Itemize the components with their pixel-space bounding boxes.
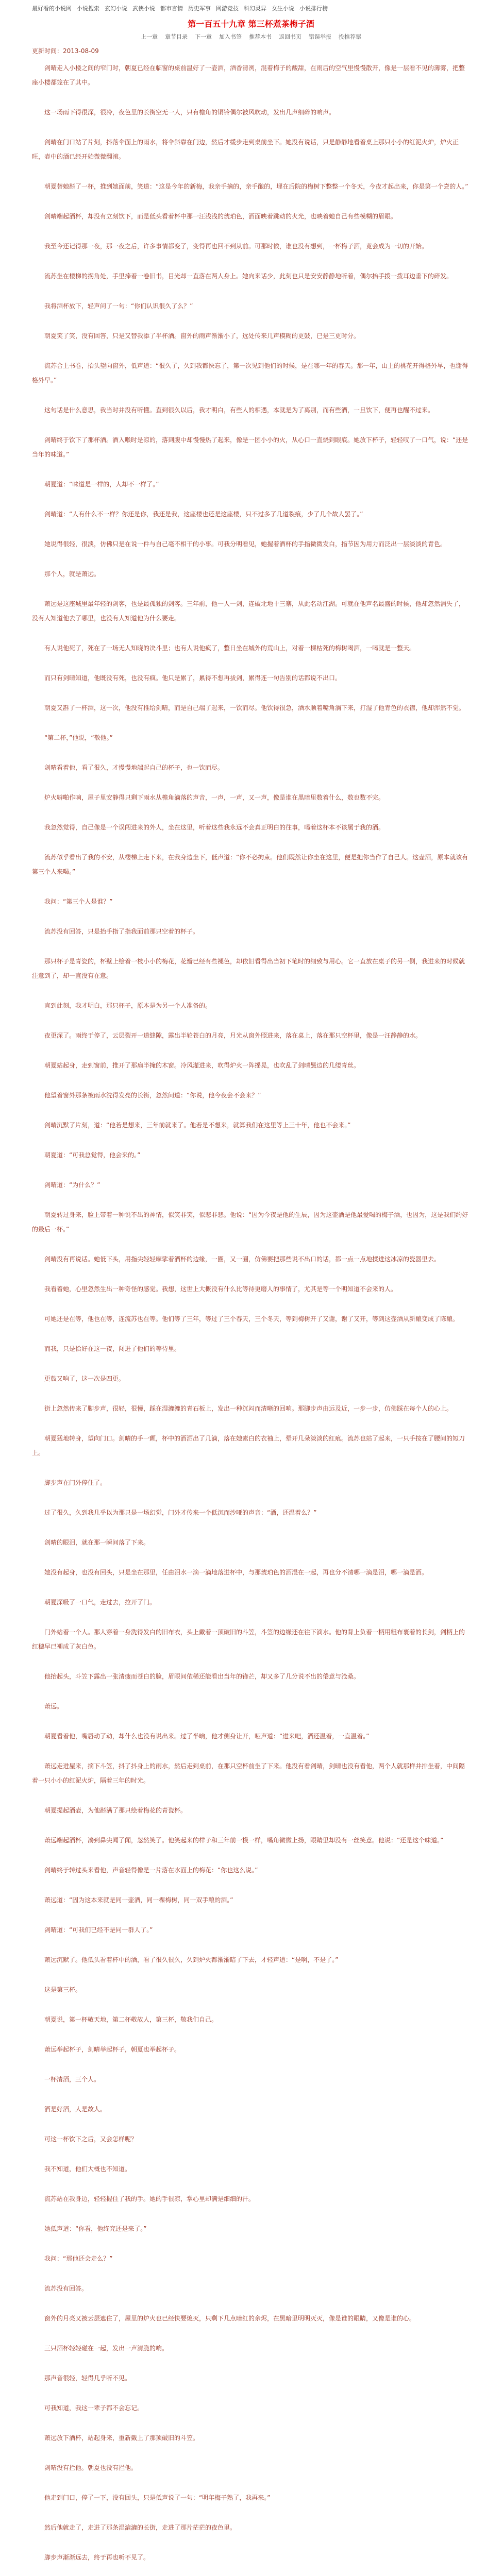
paragraph: 剑晴没有拦他。朝夏也没有拦他。 <box>44 2464 138 2471</box>
paragraph: 那只杯子是青瓷的，杯壁上绘着一枝小小的梅花，花瓣已经有些褪色，却依旧看得出当初下笔时的细致与用心。它一直放在桌子的另一侧，我进来的时候就注意到了，却一直没有在意。 <box>32 958 465 979</box>
paragraph: 更鼓又响了，这一次是四更。 <box>44 1375 125 1382</box>
paragraph: 可我知道，我这一辈子都不会忘记。 <box>44 2404 144 2412</box>
paragraph: 门外站着一个人。那人穿着一身洗得发白的旧布衣，头上戴着一顶破旧的斗笠，斗笠的边缘还在往下滴水。他的背上负着一柄用粗布裹着的长剑，剑柄上的红穗早已褪成了灰白色。 <box>32 1629 465 1650</box>
site-nav-link[interactable]: 都市言情 <box>160 5 183 12</box>
paragraph: 剑晴终于饮下了那杯酒。酒入喉时是凉的，落到腹中却慢慢热了起来，像是一团小小的火，从心口一直烧到眼底。她放下杯子，轻轻叹了一口气，说：“还是当年的味道。” <box>32 436 468 458</box>
chapter-nav-link[interactable]: 推荐本书 <box>249 33 272 40</box>
paragraph: 流苏似乎看出了我的不安，从楼梯上走下来，在我身边坐下，低声道：“你不必拘束。他们既然让你坐在这里，便是把你当作了自己人。这壶酒，原本就该有第三个人来喝。” <box>32 854 468 875</box>
update-time-row <box>32 46 470 56</box>
paragraph: 萧远举起杯子，剑晴举起杯子，朝夏也举起杯子。 <box>44 2046 181 2053</box>
paragraph: 三只酒杯轻轻碰在一起，发出一声清脆的响。 <box>44 2345 169 2352</box>
paragraph: 我不知道，他们大概也不知道。 <box>44 2165 131 2173</box>
paragraph: 剑晴道：“可我们已经不是同一群人了。” <box>44 1926 153 1934</box>
paragraph: 朝夏道：“味道是一样的，人却不一样了。” <box>44 481 159 488</box>
paragraph: 剑晴终于转过头来看他，声音轻得像是一片落在水面上的梅花：“你也这么说。” <box>44 1867 258 1874</box>
paragraph: 他走到门口，停了一下，没有回头，只是低声说了一句：“明年梅子熟了，我再来。” <box>44 2494 271 2501</box>
paragraph: 流苏没有回答，只是抬手指了指我面前那只空着的杯子。 <box>44 928 199 935</box>
chapter-nav-link[interactable]: 下一章 <box>195 33 212 40</box>
paragraph: 朝夏转过身来，脸上带着一种说不出的神情，似笑非笑，似悲非悲。他说：“因为今夜是他的生辰，因为这壶酒是他最爱喝的梅子酒，也因为，这是我们约好的最后一杯。” <box>32 1211 468 1233</box>
paragraph: 一杯清酒，三个人。 <box>44 2076 100 2083</box>
paragraph: 窗外的月亮又被云层遮住了，屋里的炉火也已经快要熄灭，只剩下几点暗红的余烬，在黑暗里明明灭灭，像是谁的眼睛，又像是谁的心。 <box>44 2315 416 2322</box>
chapter-nav-link[interactable]: 章节目录 <box>165 33 188 40</box>
paragraph: 朝夏深吸了一口气，走过去，拉开了门。 <box>44 1599 156 1606</box>
paragraph: 我忽然觉得，自己像是一个误闯进来的外人，坐在这里，听着这些我永远不会真正明白的往事，喝着这杯本不该属于我的酒。 <box>44 824 385 831</box>
paragraph: 脚步声渐渐远去，终于再也听不见了。 <box>44 2554 150 2561</box>
chapter-nav <box>32 33 470 41</box>
chapter-nav-link[interactable]: 错误举报 <box>309 33 331 40</box>
paragraph: 朝夏看着他，嘴唇动了动，却什么也没有说出来。过了半晌，他才侧身让开，哑声道：“进来吧，酒还温着，一直温着。” <box>44 1733 370 1740</box>
paragraph: 朝夏道：“可我总觉得，他会来的。” <box>44 1151 141 1159</box>
site-nav-link[interactable]: 武侠小说 <box>132 5 155 12</box>
paragraph: “第二杯，”他说，“敬他。” <box>44 734 113 741</box>
paragraph: 脚步声在门外停住了。 <box>44 1479 107 1486</box>
paragraph: 可这一杯饮下之后，又会怎样呢？ <box>44 2136 138 2143</box>
paragraph: 剑晴道：“人有什么不一样？你还是你，我还是我，这座楼也还是这座楼，只不过多了几道裂痕，少了几个故人罢了。” <box>44 511 363 518</box>
paragraph: 我至今还记得那一夜，那一夜之后，许多事情都变了，变得再也回不到从前。可那时候，谁也没有想到，一杯梅子酒，竟会成为一切的开始。 <box>44 243 428 250</box>
paragraph: 我问：“那他还会走么？” <box>44 2255 113 2262</box>
paragraph: 流苏没有回答。 <box>44 2285 88 2292</box>
paragraph: 朝夏站起身，走到窗前，推开了那扇半掩的木窗。冷风灌进来，吹得炉火一阵摇晃，也吹乱了剑晴鬓边的几缕青丝。 <box>44 1062 360 1069</box>
update-time: 2013-08-09 <box>63 47 99 55</box>
paragraph: 我将酒杯放下，轻声问了一句：“你们认识很久了么？” <box>44 302 193 310</box>
paragraph: 街上忽然传来了脚步声，很轻，很慢，踩在湿漉漉的青石板上，发出一种沉闷而清晰的回响。那脚步声由远及近，一步一步，仿佛踩在每个人的心上。 <box>44 1405 453 1412</box>
site-nav <box>32 0 470 13</box>
paragraph: 萧远端起酒杯，凑到鼻尖闻了闻，忽然笑了。他笑起来的样子和三年前一模一样，嘴角微微上扬，眼睛里却没有一丝笑意。他说：“还是这个味道。” <box>44 1837 444 1844</box>
paragraph: 这是第三杯。 <box>44 1986 82 1993</box>
paragraph: 我看着她，心里忽然生出一种奇怪的感觉。我想，这世上大概没有什么比等待更磨人的事情了，尤其是等一个明知道不会来的人。 <box>44 1285 397 1293</box>
paragraph: 萧远是这座城里最年轻的剑客，也是最孤独的剑客。三年前，他一人一剑，连破北地十三寨，从此名动江湖。可就在他声名最盛的时候，他却忽然消失了，没有人知道他去了哪里，也没有人知道他为什么要走。 <box>32 600 465 622</box>
site-nav-link[interactable]: 科幻灵异 <box>244 5 266 12</box>
paragraph: 她说得很轻，很淡，仿佛只是在说一件与自己毫不相干的小事。可我分明看见，她握着酒杯的手指微微发白，指节因为用力而泛出一层淡淡的青色。 <box>44 540 447 548</box>
paragraph: 剑晴端起酒杯，却没有立刻饮下，而是低头看着杯中那一汪浅浅的琥珀色，酒面映着跳动的火光，也映着她自己有些模糊的眉眼。 <box>44 213 397 220</box>
paragraph: 萧远放下酒杯，站起身来，重新戴上了那顶破旧的斗笠。 <box>44 2434 199 2442</box>
paragraph: 那声音很轻，轻得几乎听不见。 <box>44 2375 131 2382</box>
paragraph: 朝夏说，第一杯敬天地，第二杯敬故人，第三杯，敬我们自己。 <box>44 2016 218 2023</box>
paragraph: 朝夏替她斟了一杯，推到她面前，笑道：“这是今年的新梅，我亲手摘的，亲手酿的，埋在后院的梅树下整整一个冬天，今夜才起出来，你是第一个尝的人。” <box>44 183 468 190</box>
paragraph: 朝夏又斟了一杯酒，这一次，他没有推给剑晴，而是自己端了起来，一饮而尽。他饮得很急，酒水顺着嘴角淌下来，打湿了他青色的衣襟，他却浑然不觉。 <box>44 704 465 711</box>
paragraph: 萧远走进屋来，摘下斗笠，抖了抖身上的雨水，然后走到桌前，在那只空杯前坐了下来。他没有看剑晴，剑晴也没有看他，两个人就那样并排坐着，中间隔着一只小小的红泥火炉，隔着三年的时光。 <box>32 1762 465 1784</box>
paragraph: 过了很久，久到我几乎以为那只是一场幻觉，门外才传来一个低沉而沙哑的声音：“酒，还温着么？” <box>44 1509 317 1516</box>
site-nav-link[interactable]: 小说排行榜 <box>299 5 328 12</box>
chapter-nav-link[interactable]: 上一章 <box>141 33 158 40</box>
paragraph: 流苏站在我身边，轻轻握住了我的手。她的手很凉，掌心里却满是细细的汗。 <box>44 2195 255 2202</box>
paragraph: 她没有起身，也没有回头，只是坐在那里，任由泪水一滴一滴地落进杯中，与那琥珀色的酒混在一起，再也分不清哪一滴是泪，哪一滴是酒。 <box>44 1569 428 1576</box>
update-label: 更新时间： <box>32 47 63 55</box>
site-nav-link[interactable]: 小说搜索 <box>77 5 99 12</box>
paragraph: 朝夏笑了笑，没有回答，只是又替我添了半杯酒。窗外的雨声渐渐小了，远处传来几声模糊的更鼓，已是三更时分。 <box>44 332 360 340</box>
paragraph: 萧远道：“因为这本来就是同一壶酒，同一棵梅树，同一双手酿的酒。” <box>44 1896 233 1904</box>
paragraph: 剑晴走入小楼之间的窄门时，朝夏已经在临窗的桌前温好了一壶酒，酒香清冽，混着梅子的酸甜，在雨后的空气里慢慢散开，像是一层看不见的薄雾，把整座小楼都笼在了其中。 <box>32 64 465 86</box>
site-nav-link[interactable]: 最好看的小说网 <box>32 5 72 12</box>
paragraph: 她低声道：“你看，他终究还是来了。” <box>44 2225 147 2232</box>
paragraph: 而我，只是恰好在这一夜，闯进了他们的等待里。 <box>44 1345 181 1352</box>
paragraph: 朝夏猛地转身，望向门口。剑晴的手一颤，杯中的酒洒出了几滴，落在她素白的衣袖上，晕开几朵淡淡的红痕。流苏也站了起来，一只手按在了腰间的短刀上。 <box>32 1435 465 1456</box>
paragraph: 他望着窗外那条被雨水洗得发亮的长街，忽然问道：“你说，他今夜会不会来？” <box>44 1092 261 1099</box>
paragraph: 萧远沉默了。他低头看着杯中的酒，看了很久很久，久到炉火都渐渐暗了下去，才轻声道：“是啊，不是了。” <box>44 1956 339 1963</box>
paragraph: 他抬起头，斗笠下露出一张清瘦而苍白的脸，眉眼间依稀还能看出当年的锋芒，却又多了几分说不出的倦意与沧桑。 <box>44 1673 360 1680</box>
chapter-nav-link[interactable]: 投推荐票 <box>339 33 361 40</box>
paragraph: 流苏坐在楼梯的拐角处，手里捧着一卷旧书，目光却一直落在两人身上。她向来话少，此刻也只是安安静静地听着，偶尔抬手拨一拨耳边垂下的碎发。 <box>44 273 453 280</box>
paragraph: 朝夏提起酒壶，为他斟满了那只绘着梅花的青瓷杯。 <box>44 1807 187 1814</box>
paragraph: 有人说他死了，死在了一场无人知晓的决斗里；也有人说他疯了，整日坐在城外的荒山上，对着一棵枯死的梅树喝酒，一喝就是一整天。 <box>44 645 416 652</box>
paragraph: 那个人，就是萧远。 <box>44 570 100 578</box>
paragraph: 剑晴在门口站了片刻，抖落伞面上的雨水，将伞斜靠在门边，然后才缓步走到桌前坐下。她没有说话，只是静静地看着桌上那只小小的红泥火炉，炉火正旺，壶中的酒已经开始微微翻滚。 <box>32 139 459 160</box>
paragraph: 夜更深了。雨终于停了，云层裂开一道缝隙，露出半轮苍白的月亮，月光从窗外照进来，落在桌上，落在那只空杯里，像是一汪静静的水。 <box>44 1032 422 1039</box>
paragraph: 流苏合上书卷，抬头望向窗外，低声道：“很久了，久到我都快忘了，第一次见到他们的时候，是在哪一年的春天。那一年，山上的桃花开得格外早，也谢得格外早。” <box>32 362 468 384</box>
paragraph: 剑晴的眼泪，就在那一瞬间落了下来。 <box>44 1539 150 1546</box>
site-nav-link[interactable]: 历史军事 <box>188 5 211 12</box>
paragraph: 剑晴没有再说话。她低下头，用指尖轻轻摩挲着酒杯的边缘，一圈，又一圈，仿佛要把那些说不出口的话，都一点一点地揉进这冰凉的瓷器里去。 <box>44 1256 441 1263</box>
paragraph: 这一场雨下得很深，很冷，夜色里的长街空无一人，只有檐角的铜铃偶尔被风吹动，发出几声细碎的响声。 <box>44 109 336 116</box>
chapter-nav-link[interactable]: 返回书页 <box>279 33 301 40</box>
site-nav-link[interactable]: 女生小说 <box>272 5 294 12</box>
paragraph: 炉火噼啪作响，屋子里安静得只剩下雨水从檐角滴落的声音，一声，一声，又一声，像是谁在黑暗里数着什么，数也数不完。 <box>44 794 385 801</box>
paragraph: 剑晴沉默了片刻，道：“他若是想来，三年前就来了。他若是不想来，就算我们在这里等上三十年，他也不会来。” <box>44 1122 351 1129</box>
paragraph: 我问：“第三个人是谁？” <box>44 898 113 905</box>
paragraph: 剑晴道：“为什么？” <box>44 1181 100 1189</box>
paragraph: 然后他就走了，走进了那条湿漉漉的长街，走进了那片茫茫的夜色里。 <box>44 2524 237 2531</box>
chapter-nav-link[interactable]: 加入书签 <box>219 33 242 40</box>
paragraph: 这句话是什么意思，我当时并没有听懂。直到很久以后，我才明白，有些人的相遇，本就是为了离别，而有些酒，一旦饮下，便再也醒不过来。 <box>44 406 434 414</box>
paragraph: 直到此刻，我才明白，那只杯子，原本是为另一个人准备的。 <box>44 1002 212 1009</box>
chapter-content <box>32 61 470 2576</box>
paragraph: 剑晴看着他，看了很久，才慢慢地端起自己的杯子，也一饮而尽。 <box>44 764 224 771</box>
paragraph: 萧远。 <box>44 1703 63 1710</box>
paragraph: 酒是好酒，人是故人。 <box>44 2106 107 2113</box>
site-nav-link[interactable]: 网游竞技 <box>216 5 239 12</box>
site-nav-link[interactable]: 玄幻小说 <box>105 5 127 12</box>
paragraph: 而只有剑晴知道，他既没有死，也没有疯。他只是累了，累得不想再拔剑，累得连一句告别的话都说不出口。 <box>44 674 342 682</box>
chapter-title: 第一百五十九章 第三杯煮茶梅子酒 <box>188 19 314 29</box>
paragraph: 可她还是在等，他也在等，连流苏也在等。他们等了三年，等过了三个春天，三个冬天，等到梅树开了又谢，谢了又开，等到这壶酒从新酿变成了陈酿。 <box>44 1315 459 1323</box>
